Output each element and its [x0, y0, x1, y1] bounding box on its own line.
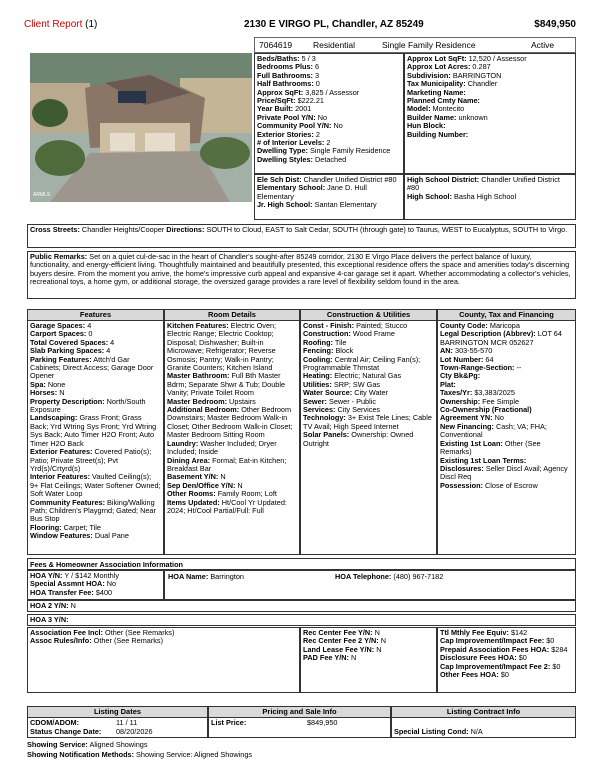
field-value: Electric Oven; Electric Range; Electric Cooktop; Disposal; Dishwasher; Built-in Microwave; Refrigerator; Reverse Osmosis; Pantry; Walk-in Pantry; Granite Counters; Kitchen Island [167, 321, 277, 373]
field-label: Lot Number: [440, 354, 484, 364]
rec-center-fee-value: N [374, 628, 380, 637]
field-value: Tile [334, 337, 347, 347]
field-label: Additional Bedroom: [167, 405, 240, 415]
field-value: Detached [315, 154, 347, 164]
field-row [167, 457, 297, 474]
field-label: Dining Area: [167, 455, 211, 465]
field-label: Items Updated: [167, 497, 220, 507]
room-details-column [164, 309, 300, 555]
field-row [303, 414, 434, 431]
pricing-panel: Pricing and Sale Info List Price: $849,950 [208, 706, 391, 738]
field-row [167, 440, 297, 457]
field-label: Spa: [30, 379, 46, 389]
field-label: Taxes/Yr: [440, 388, 473, 398]
field-label: Price/SqFt: [257, 96, 296, 106]
listing-id-row [254, 37, 576, 53]
field-label: Marketing Name: [407, 87, 466, 97]
field-label: Laundry: [167, 438, 199, 448]
field-value: 0 [315, 79, 320, 89]
field-label: Approx Lot SqFt: [407, 54, 467, 63]
hoa-telephone-value: (480) 967-7182 [393, 572, 444, 581]
field-value: 0.287 [472, 62, 491, 72]
field-label: Year Built: [257, 104, 294, 114]
field-label: Utilities: [303, 379, 332, 389]
field-label: Private Pool Y/N: [257, 112, 316, 122]
field-row [303, 356, 434, 373]
field-value: Painted; Stucco [356, 321, 408, 330]
listing-contract-panel: Listing Contract Info Special Listing Cond: N/A [391, 706, 576, 738]
field-value: Dual Pane [94, 531, 129, 541]
field-row [440, 330, 573, 347]
field-label: Half Bathrooms: [257, 79, 314, 89]
hoa3-row: HOA 3 Y/N: [27, 614, 576, 626]
field-row [30, 448, 161, 473]
field-value: 5 / 3 [301, 54, 316, 63]
assoc-fee-incl-value: Other (See Remarks) [105, 628, 175, 637]
field-value: 303-55-570 [455, 346, 493, 356]
other-fees-value: $0 [500, 670, 509, 680]
field-label: Bedrooms Plus: [257, 62, 313, 72]
listing-dates-panel: Listing Dates CDOM/ADOM: 11 / 11 Status Change Date: 08/20/2026 [27, 706, 208, 738]
field-label: Construction: [303, 329, 351, 339]
field-value: 64 [485, 354, 494, 364]
field-row [30, 356, 161, 381]
field-value: Washer Included; Dryer Included; Inside [167, 438, 277, 457]
field-label: Approx Lot Acres: [407, 62, 471, 72]
remarks-text: Set on a quiet cul-de-sac in the heart of Chandler's sought-after 85249 corridor, 2130 E Virgo Place delivers the perfect balance of luxury, functionality, and energy-efficient living. Thoughtfully maintained and beautifully presented, this exceptional residence offers the space and amenities today's discerning buyers desire. From the moment you arrive, the home's impressive curb appeal and expansive 4-car garage set it apart. Whether accommodating a collector's vehicles, recreational toys, a home gym, or additional storage, the oversized garage provides a rare level of flexibility seldom found in the area. [30, 252, 571, 287]
field-label: # of Interior Levels: [257, 138, 325, 148]
field-label: Property Description: [30, 396, 105, 406]
showing-notification: Showing Notification Methods: Showing Service: Aligned Showings [27, 750, 253, 759]
features-header: Features [28, 310, 163, 321]
field-row [257, 184, 401, 201]
listing-class: Residential [313, 40, 356, 50]
pad-fee-value: N [351, 653, 357, 663]
transfer-fee-value: $400 [95, 587, 113, 597]
field-value: Santan Elementary [314, 200, 377, 210]
pricing-header: Pricing and Sale Info [209, 707, 390, 718]
field-label: High School District: [407, 175, 480, 184]
field-value: BARRINGTON [452, 70, 502, 80]
cap-improvement-fee-value: $0 [546, 636, 555, 646]
showing-service: Showing Service: Aligned Showings [27, 740, 148, 749]
lot-info-panel [404, 53, 576, 174]
list-price-value: $849,950 [307, 718, 338, 727]
field-row [257, 201, 401, 209]
field-value: Cash; VA; FHA; Conventional [440, 421, 547, 440]
field-value: Seller Discl Avail; Agency Discl Req [440, 463, 568, 482]
assoc-fee-panel: Association Fee Incl: Other (See Remarks) Assoc Rules/Info: Other (See Remarks) [27, 627, 300, 693]
hoa-contact-panel: HOA Name: Barrington HOA Telephone: (480) 967-7182 [164, 570, 576, 600]
field-row [167, 406, 297, 440]
field-value: $222.21 [297, 96, 324, 106]
field-label: Horses: [30, 388, 58, 398]
field-value: LOT 64 BARRINGTON MCR 052627 [440, 329, 562, 347]
hoa2-row: HOA 2 Y/N: N [27, 600, 576, 612]
property-photo [30, 53, 252, 202]
field-value: 3+ Exist Tele Lines; Cable TV Avail; High Speed Internet [303, 413, 432, 431]
field-label: Master Bathroom: [167, 371, 230, 381]
field-label: Landscaping: [30, 413, 78, 423]
field-label: Solar Panels: [303, 430, 350, 440]
field-label: Disclosures: [440, 463, 484, 473]
property-address: 2130 E VIRGO PL, Chandler, AZ 85249 [244, 19, 424, 30]
field-label: Kitchen Features: [167, 321, 229, 330]
public-remarks-panel [27, 251, 576, 299]
field-value: Upstairs [229, 396, 256, 406]
field-label: Interior Features: [30, 472, 91, 482]
field-label: Model: [407, 104, 431, 114]
header-price: $849,950 [534, 19, 576, 30]
hoa-name-value: Barrington [210, 572, 244, 581]
hoa2-value: N [70, 601, 76, 610]
hoa-yn-value: Y / $142 Monthly [64, 571, 119, 580]
field-row [440, 482, 573, 490]
hoa-left-panel: HOA Y/N: Y / $142 Monthly Special Assmnt HOA: No HOA Transfer Fee: $400 [27, 570, 164, 600]
listing-contract-header: Listing Contract Info [392, 707, 575, 718]
field-label: Basement Y/N: [167, 472, 219, 482]
field-value: 4 [87, 321, 92, 330]
field-label: Possession: [440, 480, 483, 490]
schools-left-panel [254, 174, 404, 220]
prepaid-fees-value: $284 [551, 644, 568, 654]
field-label: Dwelling Type: [257, 146, 308, 156]
field-value: City Services [337, 405, 381, 415]
field-value: Wood Frame [352, 329, 395, 339]
disclosure-fees-value: $0 [518, 653, 527, 663]
field-value: Vaulted Ceiling(s); 9+ Flat Ceilings; Water Softener Owned; Soft Water Loop [30, 472, 161, 499]
field-row [30, 499, 161, 524]
field-label: Ele Sch Dist: [257, 175, 302, 184]
field-label: County Code: [440, 321, 488, 330]
field-label: Elementary School: [257, 183, 326, 193]
report-header [24, 19, 576, 35]
field-value: Ownership: Owned Outright [303, 430, 414, 448]
field-value: 4 [106, 346, 111, 356]
field-value: Covered Patio(s); Patio; Private Street(s); Pvt Yrd(s)/Crtyrd(s) [30, 447, 152, 473]
field-value: Jane D. Hull Elementary [257, 183, 367, 201]
field-row [167, 322, 297, 372]
directions-label: Directions: [166, 225, 205, 234]
field-label: Legal Description (Abbrev): [440, 329, 536, 339]
rec-center-fee2-value: N [380, 636, 387, 646]
field-value: No [494, 413, 504, 423]
field-value: 6 [314, 62, 320, 72]
field-label: Dwelling Styles: [257, 154, 313, 164]
field-value: No [317, 112, 328, 122]
field-label: Roofing: [303, 337, 333, 347]
field-value: 12,520 / Assessor [468, 54, 527, 63]
schools-right-panel [404, 174, 576, 220]
field-value: Chandler Unified District #80 [407, 175, 560, 193]
field-label: Jr. High School: [257, 200, 313, 210]
field-row [167, 499, 297, 516]
field-value: Grass Front; Grass Back; Yrd Wtring Sys Front; Yrd Wtring Sys Back; Auto Timer H2O Front; Auto Timer H2O Back [30, 413, 157, 448]
field-row [30, 473, 161, 498]
special-listing-cond-value: N/A [470, 727, 483, 736]
hoa-section-header: Fees & Homeowner Association Information [27, 558, 576, 570]
field-value: Maricopa [489, 321, 520, 330]
listing-type: Single Family Residence [382, 40, 476, 50]
field-label: Agreement YN: [440, 413, 493, 423]
field-label: Total Covered Spaces: [30, 337, 109, 347]
field-row [257, 156, 401, 164]
field-row [407, 176, 573, 193]
showing-notification-value: Showing Service: Aligned Showings [136, 750, 253, 759]
field-label: Master Bedroom: [167, 396, 228, 406]
directions-panel [27, 224, 576, 248]
field-label: Community Pool Y/N: [257, 121, 332, 131]
field-label: Building Number: [407, 129, 469, 139]
field-label: Beds/Baths: [257, 54, 300, 63]
construction-header: Construction & Utilities [301, 310, 436, 321]
field-label: Hun Block: [407, 121, 446, 131]
cross-streets-value: Chandler Heights/Cooper [81, 225, 165, 234]
field-row [440, 465, 573, 482]
field-label: Carport Spaces: [30, 329, 87, 339]
field-label: Fencing: [303, 346, 334, 356]
field-label: Water Source: [303, 388, 353, 398]
field-label: Heating: [303, 371, 333, 381]
field-value: N [59, 388, 65, 398]
field-row [407, 131, 573, 139]
field-label: Sewer: [303, 396, 327, 406]
showing-service-value: Aligned Showings [89, 740, 148, 749]
field-value: North/South Exposure [30, 396, 146, 415]
field-label: Slab Parking Spaces: [30, 346, 105, 356]
field-value: Block [335, 346, 354, 356]
field-value: 0 [88, 329, 93, 339]
field-label: Services: [303, 405, 336, 415]
field-value: Fee Simple [482, 396, 520, 406]
field-value: Other (See Remarks) [440, 438, 541, 457]
county-header: County, Tax and Financing [438, 310, 575, 321]
field-value: -- [516, 363, 522, 373]
special-assessment-value: No [106, 579, 117, 589]
field-value: Chandler Unified District #80 [303, 175, 397, 184]
field-label: Cty Bk&Pg: [440, 371, 481, 381]
field-label: Tax Municipality: [407, 79, 466, 89]
listing-dates-header: Listing Dates [28, 707, 207, 718]
field-value: Carpet; Tile [63, 522, 101, 532]
field-value: Sewer - Public [328, 396, 377, 406]
field-value: Other Bedroom Downstairs; Master Bedroom Walk-in Closet; Other Bedroom Walk-in Closet; Master Bedroom Sitting Room [167, 405, 293, 440]
field-value: $3,383/2025 [474, 388, 515, 398]
field-value: Full Bth Master Bdrm; Separate Shwr & Tub; Double Vanity; Private Toilet Room [167, 371, 286, 398]
status-change-date-value: 08/20/2026 [116, 727, 153, 736]
field-value: unknown [458, 112, 488, 122]
field-value: Formal; Eat-in Kitchen; Breakfast Bar [167, 455, 287, 473]
cdom-value: 11 / 11 [116, 718, 138, 727]
total-monthly-fee-value: $142 [510, 628, 528, 637]
field-value: Biking/Walking Path; Children's Playgrnd; Gated; Near Bus Stop [30, 497, 156, 524]
listing-status: Active [531, 40, 555, 50]
field-label: New Financing: [440, 421, 494, 431]
field-value: Family Room; Loft [217, 489, 277, 499]
field-value: Chandler [467, 79, 498, 89]
field-label: Existing 1st Loan Terms: [440, 455, 527, 465]
field-value: Ht/Cool Yr Updated: 2024; Ht/Cool Partial/Full: Full [167, 497, 287, 515]
field-row [30, 414, 161, 448]
field-label: Community Features: [30, 497, 106, 507]
field-label: Town-Range-Section: [440, 363, 515, 373]
land-lease-value: N [376, 644, 382, 654]
county-column [437, 309, 576, 555]
field-value: Single Family Residence [309, 146, 391, 156]
basic-info-panel [254, 53, 404, 174]
field-label: Planned Cmty Name: [407, 96, 480, 106]
field-label: Window Features: [30, 531, 93, 541]
field-value: Basha High School [454, 191, 517, 201]
field-label: Plat: [440, 379, 456, 389]
field-row [30, 398, 161, 415]
house-aerial-image [30, 53, 252, 202]
field-label: Approx SqFt: [257, 87, 304, 97]
field-label: Existing 1st Loan: [440, 438, 503, 448]
field-value: Electric; Natural Gas [334, 371, 402, 381]
construction-column [300, 309, 437, 555]
assoc-rules-value: Other (See Remarks) [93, 636, 164, 646]
directions-value: SOUTH to Cloud, EAST to Salt Cedar, SOUTH (through gate) to Taurus, WEST to Eucalyptus, SOUTH to Virgo. [206, 225, 568, 234]
field-label: Other Rooms: [167, 489, 216, 499]
field-value: Central Air; Ceiling Fan(s); Programmable Thmstat [303, 354, 421, 373]
client-report-title[interactable]: Client Report (1) [24, 19, 98, 30]
field-label: Parking Features: [30, 354, 92, 364]
field-label: Exterior Stories: [257, 129, 314, 139]
field-value: Montecito [432, 104, 465, 114]
field-label: Ownership: [440, 396, 481, 406]
field-row [303, 431, 434, 448]
field-label: Co-Ownership (Fractional) [440, 405, 532, 415]
field-row [30, 532, 161, 540]
field-value: Attch'd Gar Cabinets; Direct Access; Garage Door Opener [30, 354, 154, 381]
field-row [407, 193, 573, 201]
features-column [27, 309, 164, 555]
field-label: Builder Name: [407, 112, 457, 122]
field-value: N [237, 480, 243, 490]
cap-improvement-fee2-value: $0 [552, 661, 561, 671]
field-label: Exterior Features: [30, 447, 93, 457]
field-row [167, 372, 297, 397]
cross-streets-label: Cross Streets: [30, 225, 80, 234]
field-value: 2001 [295, 104, 312, 114]
field-label: Subdivision: [407, 70, 451, 80]
field-row [440, 440, 573, 457]
field-label: Full Bathrooms: [257, 70, 313, 80]
field-value: Close of Escrow [485, 480, 538, 490]
field-value: None [47, 379, 66, 389]
field-value: 2 [315, 129, 320, 139]
field-label: Technology: [303, 413, 346, 423]
monthly-fee-panel: Ttl Mthly Fee Equiv: $142 Cap Improvement/Impact Fee: $0 Prepaid Association Fees HOA: $284 Disclosure Fees HOA: $0 Cap Improvement/Impact Fee 2: $0 Other Fees HOA: $0 [437, 627, 576, 693]
field-value: 4 [110, 337, 115, 347]
mls-number: 7064619 [259, 40, 293, 50]
field-label: Cooling: [303, 354, 333, 364]
field-value: 2 [326, 138, 331, 148]
field-row [440, 372, 573, 380]
field-label: Garage Spaces: [30, 321, 86, 330]
field-row [440, 423, 573, 440]
field-label: Sep Den/Office Y/N: [167, 480, 236, 490]
field-value: 3,825 / Assessor [305, 87, 360, 97]
field-label: High School: [407, 191, 452, 201]
field-label: Const - Finish: [303, 321, 355, 330]
field-label: AN: [440, 346, 453, 356]
room-details-header: Room Details [165, 310, 299, 321]
photo-watermark: ARMLS [33, 192, 51, 198]
field-value: SRP; SW Gas [333, 379, 381, 389]
field-value: N [220, 472, 226, 482]
remarks-label: Public Remarks: [30, 252, 88, 261]
rec-fee-panel: Rec Center Fee Y/N: N Rec Center Fee 2 Y/N: N Land Lease Fee Y/N: N PAD Fee Y/N: N [300, 627, 437, 693]
field-value: City Water [354, 388, 389, 398]
field-label: Flooring: [30, 522, 62, 532]
field-value: 3 [314, 70, 320, 80]
field-value: No [333, 121, 343, 131]
